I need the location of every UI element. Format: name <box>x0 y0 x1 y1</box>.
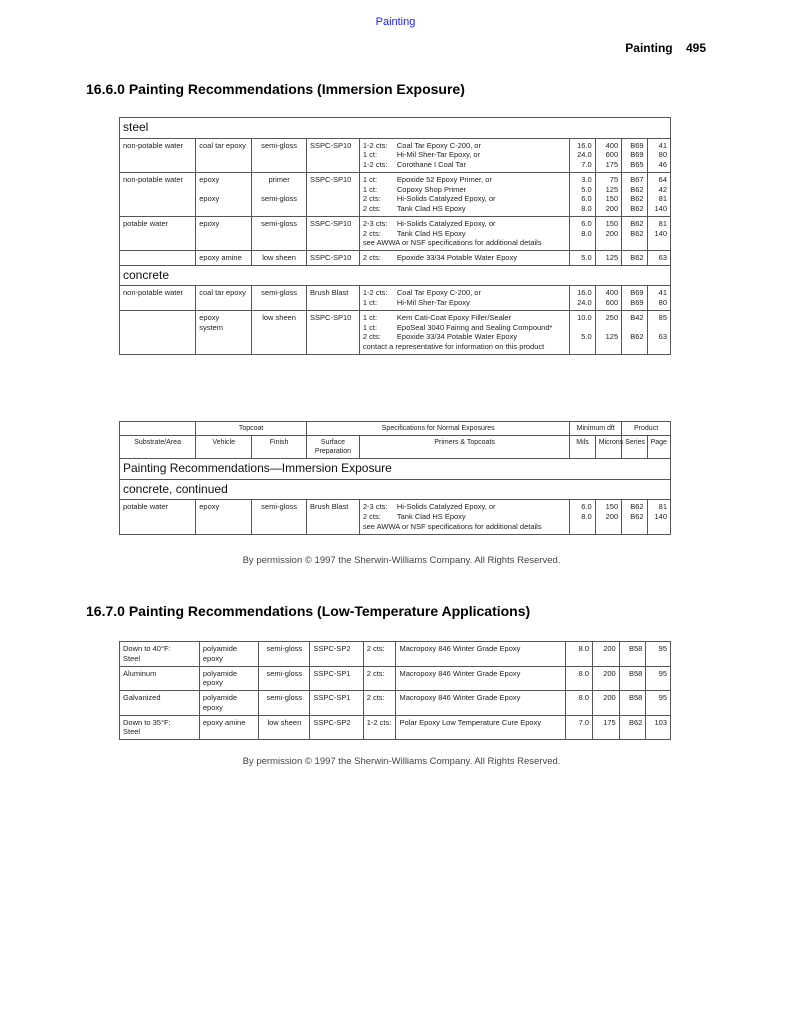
finish: semi-gloss <box>252 138 307 172</box>
mils: 6.0 8.0 <box>570 500 595 534</box>
microns: 125 <box>595 251 621 266</box>
microns: 75 125 150 200 <box>595 172 621 216</box>
header-page: Page <box>647 436 670 459</box>
system-line <box>363 332 566 342</box>
substrate-area <box>120 251 196 266</box>
system-line <box>363 512 566 522</box>
band-subtitle: concrete, continued <box>120 479 671 500</box>
coat-count: 2-3 cts: <box>362 502 388 512</box>
system-line <box>363 238 566 248</box>
surface-prep: SSPC-SP10 <box>307 172 360 216</box>
substrate-area: potable water <box>120 216 196 250</box>
substrate-area: Galvanized <box>120 691 200 716</box>
system-line <box>363 253 566 263</box>
coat-count: 2 cts: <box>362 512 381 522</box>
vehicle: polyamide epoxy <box>199 666 258 691</box>
system-cell <box>359 216 569 250</box>
vehicle: epoxy epoxy <box>196 172 252 216</box>
coat-count: 1 ct: <box>362 150 378 160</box>
series: B62 <box>622 251 647 266</box>
vehicle: polyamide epoxy <box>199 691 258 716</box>
header-product: Product <box>622 422 671 436</box>
page-ref: 81 140 <box>647 500 670 534</box>
system-cell <box>359 138 569 172</box>
table-row <box>120 715 671 740</box>
product-name: see AWWA or NSF specifications for additional details <box>362 238 542 248</box>
coat-count: 1-2 cts: <box>362 160 388 170</box>
continued-table <box>119 421 671 535</box>
page-ref: 41 80 46 <box>647 138 670 172</box>
product-name: Macropoxy 846 Winter Grade Epoxy <box>396 642 566 667</box>
substrate-area: Down to 35°F: Steel <box>120 715 200 740</box>
series: B62 B62 <box>622 500 647 534</box>
system-line <box>363 150 566 160</box>
finish: semi-gloss <box>259 691 310 716</box>
substrate-area: Down to 40°F: Steel <box>120 642 200 667</box>
system-line <box>363 204 566 214</box>
product-name: Epoxide 33/34 Potable Water Epoxy <box>396 253 518 263</box>
substrate-area: potable water <box>120 500 196 534</box>
header-vehicle: Vehicle <box>196 436 252 459</box>
surface-prep: SSPC-SP2 <box>310 715 363 740</box>
vehicle: epoxy <box>196 216 252 250</box>
header-row-bottom <box>120 436 671 459</box>
finish: low sheen <box>252 251 307 266</box>
vehicle: coal tar epoxy <box>196 138 252 172</box>
mils: 16.0 24.0 <box>570 286 595 311</box>
concrete-label: concrete <box>120 265 671 286</box>
header-primers-topcoats: Primers & Topcoats <box>359 436 569 459</box>
product-name: Macropoxy 846 Winter Grade Epoxy <box>396 666 566 691</box>
mils: 16.0 24.0 7.0 <box>570 138 595 172</box>
surface-prep: SSPC-SP2 <box>310 642 363 667</box>
series: B62 <box>619 715 646 740</box>
table-row <box>120 666 671 691</box>
mils: 8.0 <box>566 691 593 716</box>
page-ref: 64 42 81 140 <box>647 172 670 216</box>
steel-label: steel <box>120 118 671 139</box>
system-line <box>363 522 566 532</box>
table-row <box>120 500 671 534</box>
system-cell <box>359 251 569 266</box>
concrete-section-row <box>120 265 671 286</box>
product-name: Tank Clad HS Epoxy <box>396 512 466 522</box>
coat-count: 1-2 cts: <box>363 715 396 740</box>
coat-count: 1 ct: <box>362 184 378 194</box>
coat-count: 1 ct: <box>362 298 378 308</box>
product-name: Hi-Solids Catalyzed Epoxy, or <box>396 194 496 204</box>
table-row <box>120 310 671 354</box>
table-row <box>120 172 671 216</box>
system-line <box>363 175 566 185</box>
product-name: Hi-Mil Sher-Tar Epoxy, or <box>396 150 481 160</box>
surface-prep: Brush Blast <box>307 500 360 534</box>
series: B67 B62 B62 B62 <box>622 172 647 216</box>
system-line <box>363 298 566 308</box>
product-name: Epoxide 52 Epoxy Primer, or <box>396 174 492 184</box>
coat-count: 1-2 cts: <box>362 140 388 150</box>
product-name: Kem Cati-Coat Epoxy Filler/Sealer <box>396 312 512 322</box>
coat-count: 2-3 cts: <box>362 218 388 228</box>
mils: 7.0 <box>566 715 593 740</box>
series: B58 <box>619 666 646 691</box>
microns: 150 200 <box>595 500 621 534</box>
header-blank <box>120 422 196 436</box>
surface-prep: Brush Blast <box>307 286 360 311</box>
system-line <box>363 219 566 229</box>
band-subtitle-row <box>120 479 671 500</box>
series: B58 <box>619 642 646 667</box>
table-row <box>120 691 671 716</box>
coat-count: 2 cts: <box>362 253 381 263</box>
page-ref: 95 <box>646 642 671 667</box>
system-line <box>363 313 566 323</box>
header-finish: Finish <box>252 436 307 459</box>
product-name: Tank Clad HS Epoxy <box>396 204 466 214</box>
product-name: Epoxide 33/34 Potable Water Epoxy <box>396 332 518 342</box>
product-name: Macropoxy 846 Winter Grade Epoxy <box>396 691 566 716</box>
coat-count: 1 ct: <box>362 312 378 322</box>
vehicle: polyamide epoxy <box>199 642 258 667</box>
page-ref: 41 80 <box>647 286 670 311</box>
microns: 200 <box>593 642 620 667</box>
header-microns: Microns <box>595 436 621 459</box>
page-number: 495 <box>685 41 706 55</box>
microns: 200 <box>593 691 620 716</box>
finish: semi-gloss <box>259 642 310 667</box>
product-name: Hi-Solids Catalyzed Epoxy, or <box>396 502 496 512</box>
product-name: EpoSeal 3040 Fairing and Sealing Compound* <box>396 322 553 332</box>
finish: semi-gloss <box>252 216 307 250</box>
surface-prep: SSPC-SP10 <box>307 138 360 172</box>
page-ref: 95 <box>646 666 671 691</box>
table-row <box>120 642 671 667</box>
system-cell <box>359 172 569 216</box>
coat-count: 2 cts: <box>362 332 381 342</box>
header-specs: Specifications for Normal Exposures <box>307 422 570 436</box>
system-line <box>363 160 566 170</box>
series: B62 B62 <box>622 216 647 250</box>
band-title: Painting Recommendations—Immersion Exposure <box>120 459 671 480</box>
finish: low sheen <box>252 310 307 354</box>
series: B42 B62 <box>622 310 647 354</box>
product-name: Hi-Solids Catalyzed Epoxy, or <box>396 218 496 228</box>
running-head <box>615 41 706 55</box>
header-row-top <box>120 422 671 436</box>
substrate-area: non-potable water <box>120 172 196 216</box>
coat-count: 2 cts: <box>363 642 396 667</box>
vehicle: epoxy amine <box>199 715 258 740</box>
product-name: Coal Tar Epoxy C-200, or <box>396 288 481 298</box>
product-name: Coal Tar Epoxy C-200, or <box>396 140 481 150</box>
product-name: Tank Clad HS Epoxy <box>396 228 466 238</box>
finish: semi-gloss <box>259 666 310 691</box>
system-line <box>363 185 566 195</box>
surface-prep: SSPC-SP1 <box>310 666 363 691</box>
surface-prep: SSPC-SP10 <box>307 310 360 354</box>
system-line <box>363 288 566 298</box>
coat-count: 2 cts: <box>362 194 381 204</box>
table-row <box>120 216 671 250</box>
coat-count: 1-2 cts: <box>362 288 388 298</box>
microns: 175 <box>593 715 620 740</box>
header-topcoat: Topcoat <box>196 422 307 436</box>
product-name: Corothane I Coal Tar <box>396 160 466 170</box>
coat-count: 2 cts: <box>362 228 381 238</box>
microns: 150 200 <box>595 216 621 250</box>
substrate-area: Aluminum <box>120 666 200 691</box>
header-series: Series <box>622 436 647 459</box>
mils: 10.0 5.0 <box>570 310 595 354</box>
surface-prep: SSPC-SP10 <box>307 251 360 266</box>
surface-prep: SSPC-SP10 <box>307 216 360 250</box>
table-row <box>120 286 671 311</box>
substrate-area <box>120 310 196 354</box>
product-name: contact a representative for information on this product <box>362 342 545 352</box>
page-ref: 103 <box>646 715 671 740</box>
series: B69 B69 B65 <box>622 138 647 172</box>
header-mils: Mils <box>570 436 595 459</box>
page-ref: 95 <box>646 691 671 716</box>
coat-count: 2 cts: <box>362 204 381 214</box>
vehicle: coal tar epoxy <box>196 286 252 311</box>
coat-count: 2 cts: <box>363 691 396 716</box>
header-min-dft: Minimum dft <box>570 422 622 436</box>
coat-count: 1 ct: <box>362 322 378 332</box>
mils: 6.0 8.0 <box>570 216 595 250</box>
microns: 250 125 <box>595 310 621 354</box>
substrate-area: non-potable water <box>120 286 196 311</box>
vehicle: epoxy system <box>196 310 252 354</box>
vehicle: epoxy <box>196 500 252 534</box>
surface-prep: SSPC-SP1 <box>310 691 363 716</box>
system-cell <box>359 286 569 311</box>
immersion-table <box>119 117 671 355</box>
coat-count: 1 ct: <box>362 174 378 184</box>
table-row <box>120 251 671 266</box>
microns: 200 <box>593 666 620 691</box>
system-line <box>363 342 566 352</box>
system-line <box>363 194 566 204</box>
nav-link-painting[interactable]: Painting <box>375 16 416 28</box>
microns: 400 600 <box>595 286 621 311</box>
series: B58 <box>619 691 646 716</box>
product-name: Polar Epoxy Low Temperature Cure Epoxy <box>396 715 566 740</box>
product-name: Copoxy Shop Primer <box>396 184 467 194</box>
product-name: see AWWA or NSF specifications for additional details <box>362 521 542 531</box>
finish: semi-gloss <box>252 286 307 311</box>
band-title-row <box>120 459 671 480</box>
system-line <box>363 502 566 512</box>
finish: primer semi-gloss <box>252 172 307 216</box>
credit-line: By permission © 1997 the Sherwin-Williams Company. All Rights Reserved. <box>242 756 561 767</box>
page-ref: 63 <box>647 251 670 266</box>
header-substrate: Substrate/Area <box>120 436 196 459</box>
mils: 8.0 <box>566 666 593 691</box>
coat-count: 2 cts: <box>363 666 396 691</box>
series: B69 B69 <box>622 286 647 311</box>
page-ref: 81 140 <box>647 216 670 250</box>
header-surface-prep: Surface Preparation <box>307 436 360 459</box>
finish: semi-gloss <box>252 500 307 534</box>
system-line <box>363 229 566 239</box>
vehicle: epoxy amine <box>196 251 252 266</box>
mils: 3.0 5.0 6.0 8.0 <box>570 172 595 216</box>
mils: 5.0 <box>570 251 595 266</box>
steel-section-row <box>120 118 671 139</box>
mils: 8.0 <box>566 642 593 667</box>
substrate-area: non-potable water <box>120 138 196 172</box>
section-heading-lowtemp: 16.7.0 Painting Recommendations (Low-Temperature Applications) <box>86 603 531 619</box>
system-line <box>363 141 566 151</box>
system-cell <box>359 500 569 534</box>
system-cell <box>359 310 569 354</box>
finish: low sheen <box>259 715 310 740</box>
page-ref: 85 63 <box>647 310 670 354</box>
system-line <box>363 323 566 333</box>
product-name: Hi-Mil Sher-Tar Epoxy <box>396 298 470 308</box>
lowtemp-table <box>119 641 671 740</box>
section-heading-immersion: 16.6.0 Painting Recommendations (Immersion Exposure) <box>86 81 465 97</box>
microns: 400 600 175 <box>595 138 621 172</box>
table-row <box>120 138 671 172</box>
credit-line: By permission © 1997 the Sherwin-Williams Company. All Rights Reserved. <box>242 555 561 566</box>
running-head-title: Painting <box>625 41 673 55</box>
